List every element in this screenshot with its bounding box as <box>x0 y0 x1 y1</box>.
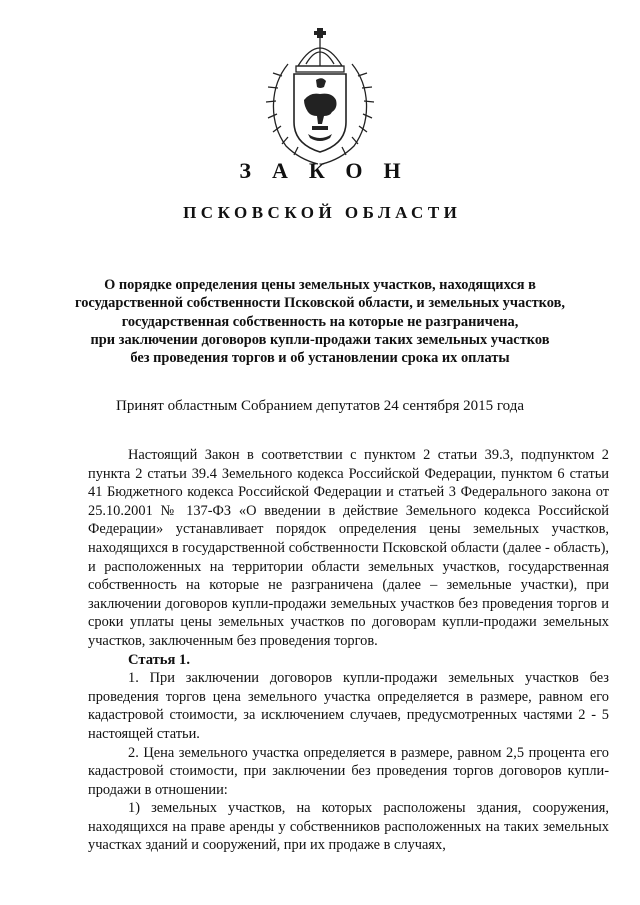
heading-line: при заключении договоров купли-продажи таких земельных участков <box>90 331 550 348</box>
document-title-region: ПСКОВСКОЙ ОБЛАСТИ <box>183 203 462 222</box>
heading-line: без проведения торгов и об установлении срока их оплаты <box>130 350 510 367</box>
heading-line: О порядке определения цены земельных участков, находящихся в <box>104 277 536 293</box>
article-1-part-2: 2. Цена земельного участка определяется в размере, равном 2,5 процента его кадастровой стоимости, при заключении без проведения торгов договоров купли-продажи в отношении: <box>88 744 609 798</box>
article-1-item-1: 1) земельных участков, на которых расположены здания, сооружения, находящихся на праве аренды у собственников расположенных на таких земельных участках зданий и сооружений, при их продаже в случаях, <box>88 800 609 854</box>
pskov-coat-of-arms-emblem <box>258 26 382 166</box>
law-heading <box>60 276 580 367</box>
article-1-title: Статья 1. <box>128 651 190 668</box>
adoption-date-line: Принят областным Собранием депутатов 24 сентября 2015 года <box>115 398 525 414</box>
document-body <box>88 446 609 855</box>
document-title-law: ЗАКОН <box>239 158 422 183</box>
intro-paragraph: Настоящий Закон в соответствии с пунктом 2 статьи 39.3, подпунктом 2 пункта 2 статьи 39.4 Земельного кодекса Российской Федерации, пунктом 6 статьи 41 Бюджетного кодекса Российской Федерации и статьей 3 Федерального закона от 25.10.2001 № 137-ФЗ «О введении в действие Земельного кодекса Российской Федерации» устанавливает порядок определения цены земельных участков, находящихся в государственной собственности Псковской области (далее - область), и расположенных на территории области земельных участков, государственная собственность на которые не разграничена (далее – земельные участки), при заключении договоров купли-продажи земельных участков без проведения торгов и сроки уплаты цены земельных участков по договорам купли-продажи земельных участков, заключенным без проведения торгов. <box>88 447 609 649</box>
heading-line: государственной собственности Псковской области, и земельных участков, <box>75 295 565 312</box>
article-1-part-1: 1. При заключении договоров купли-продажи земельных участков без проведения торгов цена земельного участка определяется в размере, равном его кадастровой стоимости, за исключением случаев, предусмотренных частями 2 - 5 настоящей статьи. <box>88 670 609 742</box>
heading-line: государственная собственность на которые не разграничена, <box>121 313 519 330</box>
